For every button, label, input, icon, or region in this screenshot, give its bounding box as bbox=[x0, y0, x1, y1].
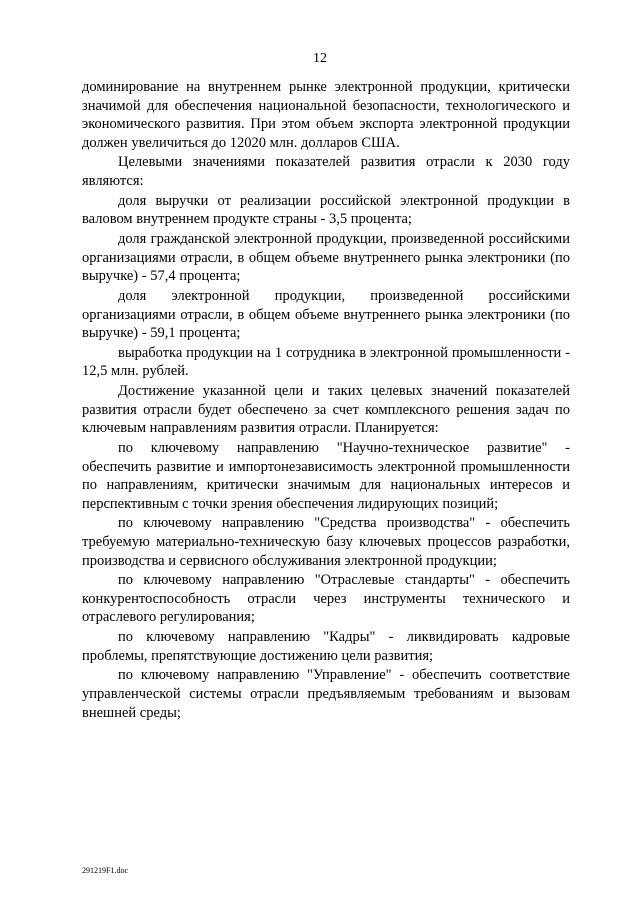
paragraph-output-per-employee: выработка продукции на 1 сотрудника в электронной промышленности - 12,5 млн. рублей. bbox=[82, 344, 570, 380]
paragraph-direction-management: по ключевому направлению "Управление" - обеспечить соответствие управленческой системы отрасли предъявляемым требованиям и вызовам внешней среды; bbox=[82, 667, 570, 721]
paragraph-achievement-plan: Достижение указанной цели и таких целевых значений показателей развития отрасли будет обеспечено за счет комплексного решения задач по ключевым направлениям развития отрасли. Планируется: bbox=[82, 383, 570, 437]
paragraph-direction-personnel: по ключевому направлению "Кадры" - ликвидировать кадровые проблемы, препятствующие достижению цели развития; bbox=[82, 629, 570, 664]
paragraph-direction-scientific: по ключевому направлению "Научно-техническое развитие" - обеспечить развитие и импортонезависимость электронной промышленности по направлениям, критически значимым для национальных интересов и перспективным с точки зрения обеспечения лидирующих позиций; bbox=[82, 439, 570, 512]
paragraph-civil-electronics-share: доля гражданской электронной продукции, произведенной российскими организациями отрасли, в общем объеме внутреннего рынка электроники (по выручке) - 57,4 процента; bbox=[82, 231, 570, 285]
paragraph-direction-production: по ключевому направлению "Средства производства" - обеспечить требуемую материально-техническую базу ключевых процессов разработки, производства и сервисного обслуживания электронной продукции; bbox=[82, 515, 570, 569]
paragraph-direction-standards: по ключевому направлению "Отраслевые стандарты" - обеспечить конкурентоспособность отрасли через инструменты технического и отраслевого регулирования; bbox=[82, 572, 570, 626]
document-body bbox=[82, 78, 570, 723]
paragraph-revenue-share: доля выручки от реализации российской электронной продукции в валовом внутреннем продукте страны - 3,5 процента; bbox=[82, 192, 570, 228]
footer-filename: 291219F1.doc bbox=[82, 866, 128, 875]
page-number: 12 bbox=[313, 51, 327, 66]
paragraph-target-values-intro: Целевыми значениями показателей развития отрасли к 2030 году являются: bbox=[82, 154, 570, 190]
paragraph-electronics-share: доля электронной продукции, произведенной российскими организациями отрасли, в общем объеме внутреннего рынка электроники (по выручке) - 59,1 процента; bbox=[82, 287, 570, 342]
paragraph-continuation: доминирование на внутреннем рынке электронной продукции, критически значимой для обеспечения национальной безопасности, технологического и экономического развития. При этом объем экспорта электронной продукции должен увеличиться до 12020 млн. долларов США. bbox=[82, 79, 570, 151]
